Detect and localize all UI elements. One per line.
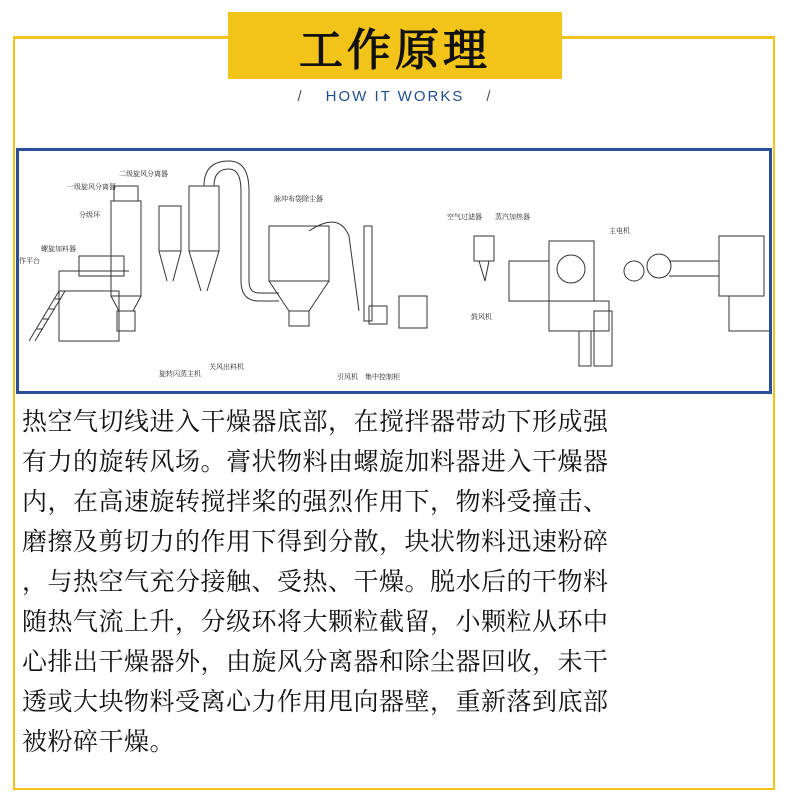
label-control-cabinet: 集中控制柜 — [365, 373, 400, 381]
label-air-filter: 空气过滤器 — [447, 213, 482, 221]
label-primary-cyclone: 一级旋风分离器 — [67, 183, 116, 191]
work-platform — [29, 256, 129, 341]
subtitle-slash-left: / — [297, 88, 304, 105]
cyclone-separators — [159, 161, 279, 301]
flash-dryer-tower — [111, 186, 141, 331]
label-blower: 鼓风机 — [471, 313, 492, 321]
subtitle-text: HOW IT WORKS — [325, 88, 465, 105]
label-steam-heater: 蒸汽加热器 — [495, 213, 530, 221]
description-line: ，与热空气充分接触、受热、干燥。脱水后的干物料 — [22, 567, 609, 596]
description-line: 被粉碎干燥。 — [22, 727, 176, 756]
description-text — [22, 402, 770, 762]
description-line: 热空气切线进入干燥器底部，在搅拌器带动下形成强 — [22, 407, 609, 436]
bag-filter — [269, 222, 427, 328]
hot-air-system — [474, 236, 769, 366]
subtitle-slash-right: / — [486, 88, 493, 105]
process-diagram-svg — [19, 151, 769, 391]
description-line: 内，在高速旋转搅拌桨的强烈作用下，物料受撞击、 — [22, 487, 609, 516]
label-airlock-discharger: 关风出料机 — [209, 363, 244, 371]
label-screw-feeder: 螺旋加料器 — [41, 245, 76, 253]
label-secondary-cyclone: 二级旋风分离器 — [119, 170, 168, 178]
label-flash-dryer-main: 旋转闪蒸主机 — [159, 370, 201, 378]
label-main-motor: 主电机 — [609, 227, 630, 235]
page-title: 工作原理 — [299, 24, 491, 76]
description-line: 有力的旋转风场。膏状物料由螺旋加料器进入干燥器 — [22, 447, 609, 476]
label-platform: 作平台 — [19, 257, 40, 265]
description-line: 心排出干燥器外，由旋风分离器和除尘器回收，未干 — [22, 647, 609, 676]
label-pulse-bag-filter: 脉冲布袋除尘器 — [274, 195, 323, 203]
label-induced-fan: 引风机 — [337, 373, 358, 381]
subtitle — [0, 88, 790, 105]
title-banner — [228, 12, 562, 79]
description-line: 透或大块物料受离心力作用甩向器壁，重新落到底部 — [22, 687, 609, 716]
header-line-right — [562, 36, 775, 39]
description-line: 磨擦及剪切力的作用下得到分散，块状物料迅速粉碎 — [22, 527, 609, 556]
label-classifier-ring: 分级环 — [79, 211, 100, 219]
process-diagram — [16, 148, 772, 394]
header-line-left — [13, 36, 228, 39]
description-line: 随热气流上升，分级环将大颗粒截留，小颗粒从环中 — [22, 607, 609, 636]
